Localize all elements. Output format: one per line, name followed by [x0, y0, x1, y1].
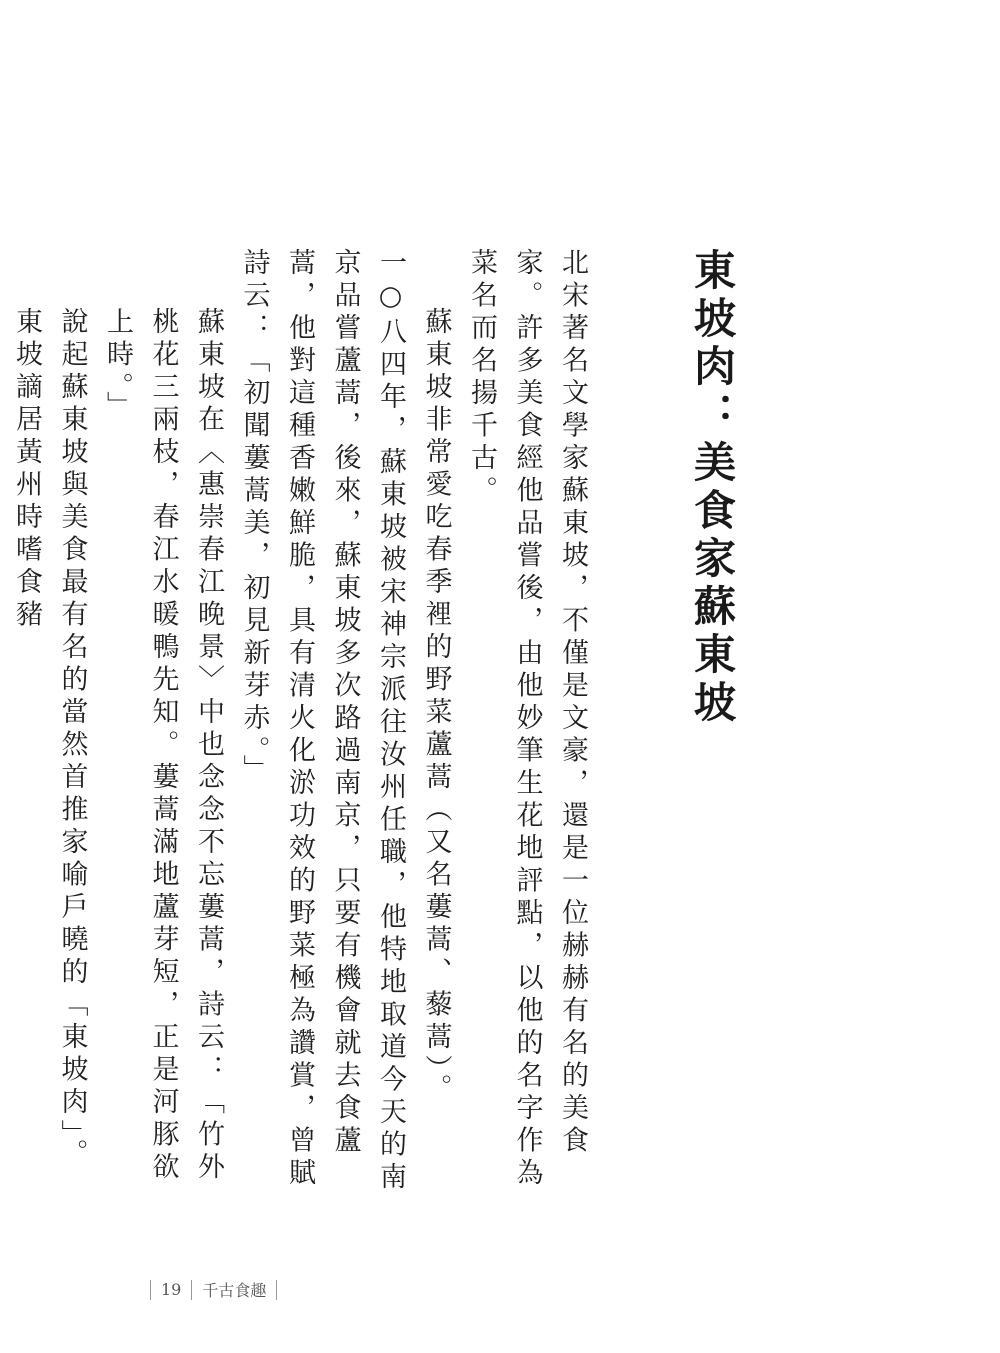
- paragraph-5: 說起蘇東坡與美食最有名的當然首推家喻戶曉的「東坡肉」。東坡謫居黃州時嗜食豬: [11, 307, 88, 1171]
- paragraph-2: 蘇東坡非常愛吃春季裡的野菜蘆蒿（又名蔞蒿、藜蒿）。: [420, 307, 452, 1106]
- page-number: 19: [161, 1280, 182, 1299]
- body-text: [4, 248, 596, 1198]
- paragraph-4: 蘇東坡在〈惠崇春江晚景〉中也念念不忘蔞蒿，詩云：「竹外桃花三兩枝，春江水暖鴨先知。蔞蒿滿地蘆芽短，正是河豚欲上時。」: [102, 307, 224, 1185]
- footer-divider: [276, 1280, 277, 1300]
- footer-divider: [191, 1280, 192, 1300]
- page-footer: [150, 1278, 277, 1301]
- footer-divider: [150, 1280, 151, 1300]
- chapter-title: 東坡肉：美食家蘇東坡: [688, 248, 737, 728]
- paragraph-1: 北宋著名文學家蘇東坡，不僅是文豪，還是一位赫赫有名的美食家。許多美食經他品嘗後，由他妙筆生花地評點，以他的名字作為菜名而名揚千古。: [466, 248, 588, 1191]
- paragraph-3: 一○八四年，蘇東坡被宋神宗派往汝州任職，他特地取道今天的南京品嘗蘆蒿，後來，蘇東坡多次路過南京，只要有機會就去食蘆蒿，他對這種香嫩鮮脆，具有清火化淤功效的野菜極為讚賞，曾賦詩云：「初聞蔞蒿美，初見新芽赤。」: [238, 248, 406, 1195]
- book-title: 千古食趣: [202, 1281, 267, 1300]
